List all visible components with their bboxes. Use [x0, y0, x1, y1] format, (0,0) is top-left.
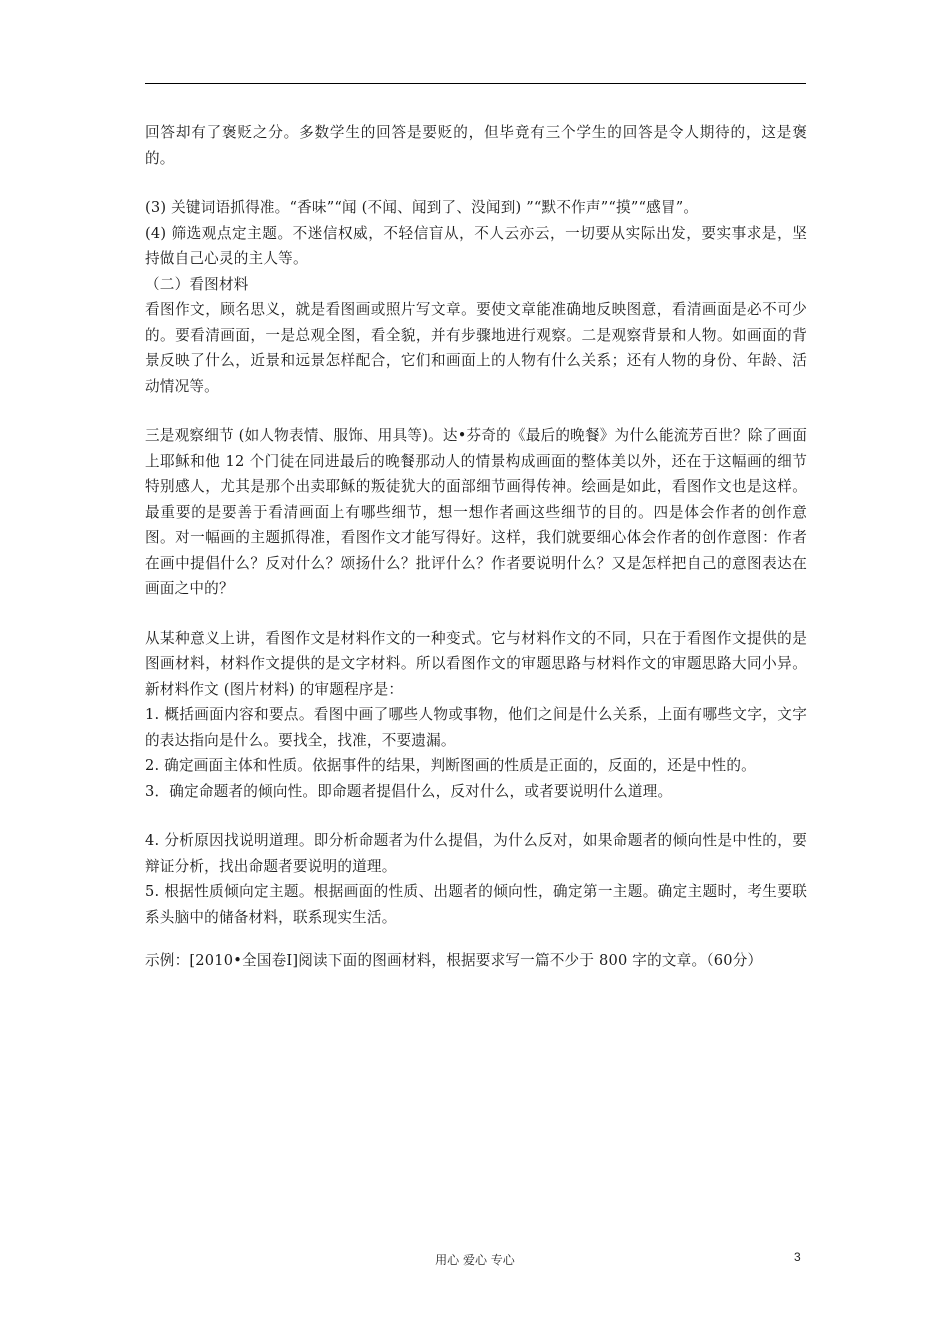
paragraph-example: 示例：[2010•全国卷Ⅰ]阅读下面的图画材料，根据要求写一篇不少于 800 字的文章。（60分）: [145, 952, 763, 969]
step-2: 2. 确定画面主体和性质。依据事件的结果，判断图画的性质是正面的，反面的，还是中性的。: [145, 757, 756, 774]
step-5: 5. 根据性质倾向定主题。根据画面的性质、出题者的倾向性，确定第一主题。确定主题时，考生要联系头脑中的储备材料，联系现实生活。: [145, 883, 807, 926]
document-body: [145, 120, 807, 974]
paragraph-key-words: (3) 关键词语抓得准。“香味”“闻 (不闻、闻到了、没闻到) ”“默不作声”“摸”“感冒”。: [145, 199, 699, 216]
paragraph-gap: [145, 602, 807, 626]
paragraph-gap: [145, 399, 807, 423]
paragraph-gap: [145, 930, 807, 948]
paragraph-gap: [145, 171, 807, 195]
step-1: 1. 概括画面内容和要点。看图中画了哪些人物或事物，他们之间是什么关系，上面有哪些文字，文字的表达指向是什么。要找全，找准，不要遗漏。: [145, 706, 807, 749]
section-heading-picture-material: （二）看图材料: [145, 275, 249, 293]
footer-slogan: 用心 爱心 专心: [435, 1253, 515, 1267]
page-number: 3: [794, 1250, 801, 1264]
paragraph-praise-blame: 回答却有了褒贬之分。多数学生的回答是要贬的，但毕竟有三个学生的回答是令人期待的，这是褒的。: [145, 124, 807, 167]
step-3: 3．确定命题者的倾向性。即命题者提倡什么，反对什么，或者要说明什么道理。: [145, 782, 673, 800]
paragraph-gap: [145, 804, 807, 828]
header-rule: [145, 83, 806, 84]
paragraph-picture-essay-intro: 看图作文，顾名思义，就是看图画或照片写文章。要使文章能准确地反映图意，看清画面是必不可少的。要看清画面，一是总观全图，看全貌，并有步骤地进行观察。二是观察背景和人物。如画面的背景反映了什么，近景和远景怎样配合，它们和画面上的人物有什么关系；还有人物的身份、年龄、活动情况等。: [145, 301, 807, 395]
paragraph-observe-details: 三是观察细节 (如人物表情、服饰、用具等)。达•芬奇的《最后的晚餐》为什么能流芳百世？除了画面上耶稣和他 12 个门徒在同进最后的晚餐那动人的情景构成画面的整体美以外，还在于这幅画的细节特别感人，尤其是那个出卖耶稣的叛徒犹大的面部细节画得传神。绘画是如此，看图作文也是这样。最重要的是要善于看清画面上有哪些细节，想一想作者画这些细节的目的。四是体会作者的创作意图。对一幅画的主题抓得准，看图作文才能写得好。这样，我们就要细心体会作者的创作意图：作者在画中提倡什么？反对什么？颂扬什么？批评什么？作者要说明什么？又是怎样把自己的意图表达在画面之中的？: [145, 427, 807, 597]
step-4: 4. 分析原因找说明道理。即分析命题者为什么提倡，为什么反对，如果命题者的倾向性是中性的，要辩证分析，找出命题者要说明的道理。: [145, 832, 807, 875]
paragraph-filter-views: (4) 筛选观点定主题。不迷信权威，不轻信盲从，不人云亦云，一切要从实际出发，要实事求是，坚持做自己心灵的主人等。: [145, 224, 807, 267]
paragraph-variant-form: 从某种意义上讲，看图作文是材料作文的一种变式。它与材料作文的不同，只在于看图作文提供的是图画材料，材料作文提供的是文字材料。所以看图作文的审题思路与材料作文的审题思路大同小异。新材料作文 (图片材料) 的审题程序是：: [145, 629, 807, 698]
